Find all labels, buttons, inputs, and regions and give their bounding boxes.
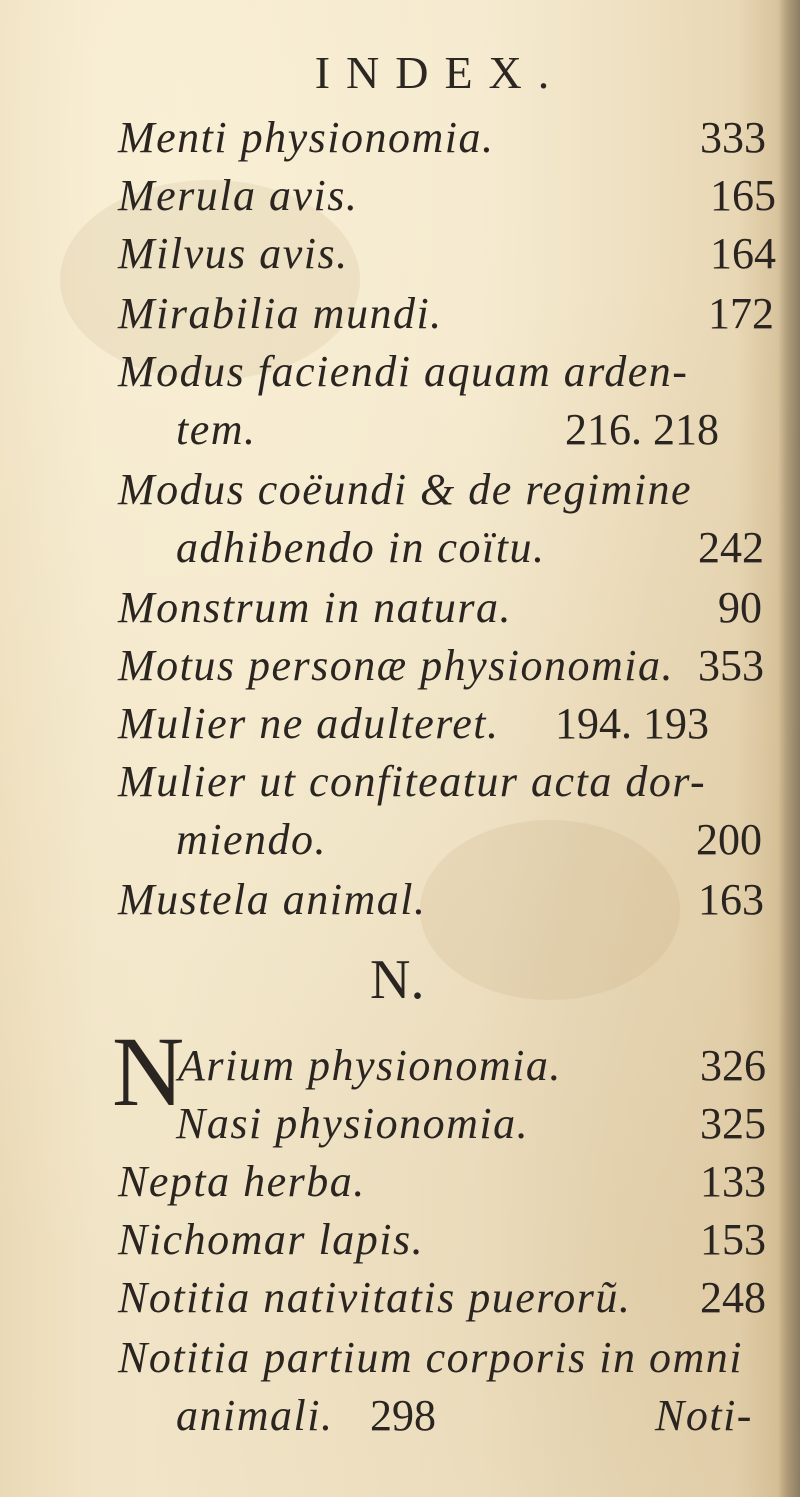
entry-page: 242	[698, 523, 764, 572]
entry-text: Modus faciendi aquam arden-	[118, 347, 689, 396]
entry-continuation: adhibendo in coïtu.	[176, 523, 546, 572]
index-entry	[0, 288, 800, 348]
entry-page: 133	[700, 1157, 766, 1206]
entry-text: Mustela animal.	[118, 875, 427, 924]
entry-page: 194. 193	[555, 699, 709, 748]
index-entry	[0, 112, 800, 172]
entry-text: Nasi physionomia.	[176, 1099, 530, 1148]
entry-text: Merula avis.	[118, 171, 359, 220]
entry-page: 248	[700, 1273, 766, 1322]
entry-page: 172	[708, 289, 774, 338]
index-entry	[0, 228, 800, 288]
index-entry	[0, 874, 800, 934]
section-letter: N.	[370, 949, 425, 1011]
index-entry	[0, 464, 800, 582]
entry-page: 90	[718, 583, 762, 632]
index-entry	[0, 1214, 800, 1274]
index-entry	[0, 1272, 800, 1332]
index-entry	[0, 582, 800, 642]
entry-text: Mulier ne adulteret.	[118, 699, 500, 748]
entry-text: Nichomar lapis.	[118, 1215, 425, 1264]
drop-cap: N	[112, 1016, 185, 1127]
entry-text: Notitia partium corporis in omni	[118, 1333, 743, 1382]
entry-continuation: miendo.	[176, 815, 328, 864]
entry-text: Monstrum in natura.	[118, 583, 512, 632]
entry-text: Modus coëundi & de regimine	[118, 465, 693, 514]
entry-page: 153	[700, 1215, 766, 1264]
index-entry	[0, 170, 800, 230]
index-entry	[0, 1040, 800, 1100]
entry-page: 164	[710, 229, 776, 278]
index-entry	[0, 698, 800, 758]
entry-continuation: tem.	[176, 405, 257, 454]
entry-text: Notitia nativitatis puerorũ.	[118, 1273, 632, 1322]
index-entry	[0, 640, 800, 700]
index-entry	[0, 1098, 800, 1158]
entry-page: 325	[700, 1099, 766, 1148]
index-entry	[0, 1332, 800, 1450]
entry-text: Nepta herba.	[118, 1157, 366, 1206]
entry-page: 163	[698, 875, 764, 924]
page-heading: INDEX.	[314, 47, 566, 98]
entry-page: 353	[698, 641, 764, 690]
entry-text: Arium physionomia.	[178, 1041, 562, 1090]
entry-page: 200	[696, 815, 762, 864]
entry-page: 333	[700, 113, 766, 162]
entry-continuation: animali.	[176, 1391, 334, 1440]
entry-text: Mirabilia mundi.	[118, 289, 443, 338]
index-entry	[0, 1156, 800, 1216]
entry-text: Menti physionomia.	[118, 113, 495, 162]
catchword: Noti-	[655, 1391, 753, 1440]
index-entry	[0, 756, 800, 874]
entry-text: Mulier ut confiteatur acta dor-	[118, 757, 707, 806]
entry-page: 298	[370, 1391, 436, 1440]
entry-text: Motus personæ physionomia.	[118, 641, 674, 690]
entry-text: Milvus avis.	[118, 229, 349, 278]
entry-page: 165	[710, 171, 776, 220]
index-entry	[0, 346, 800, 464]
entry-page: 216. 218	[565, 405, 719, 454]
entry-page: 326	[700, 1041, 766, 1090]
